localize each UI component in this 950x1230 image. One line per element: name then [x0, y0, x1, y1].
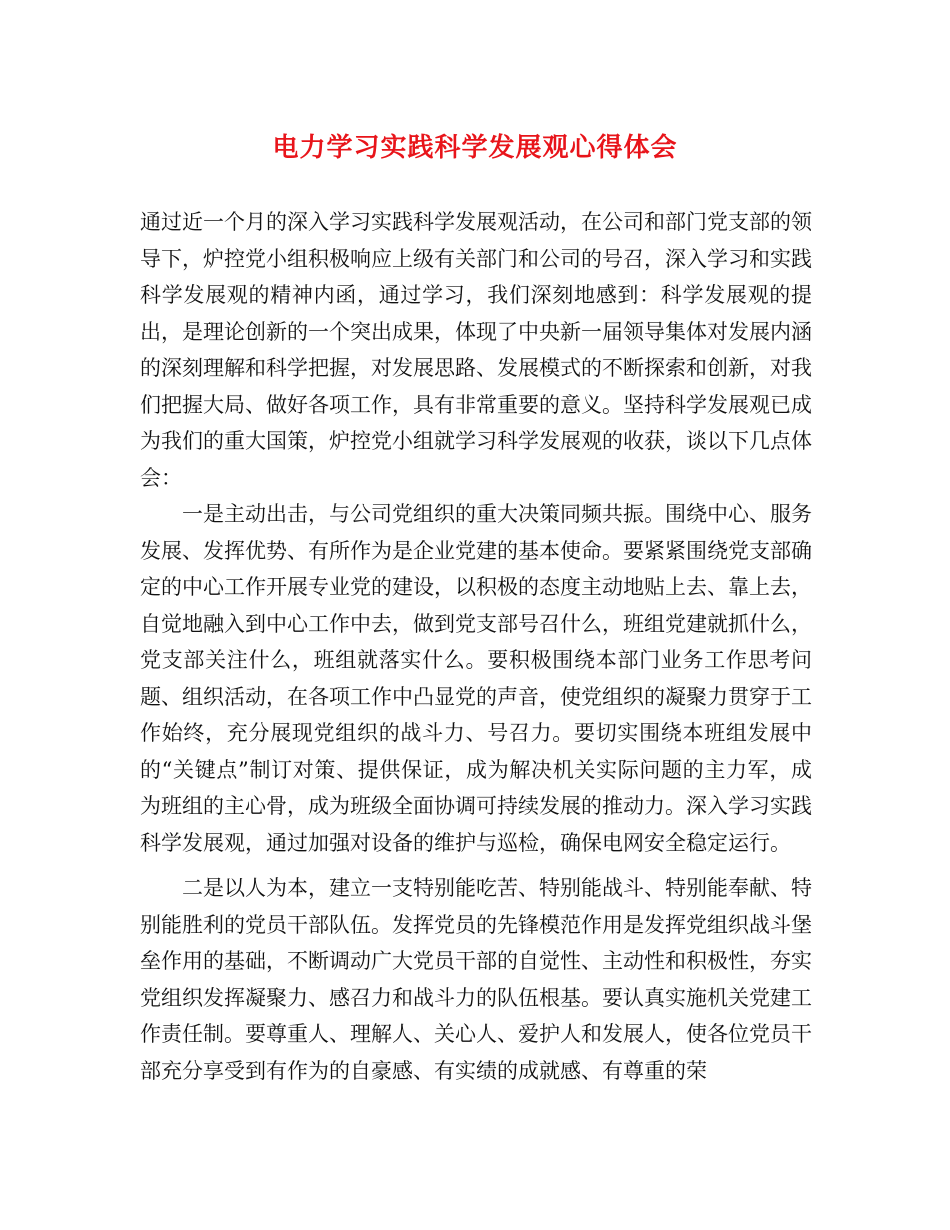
- document-body: [140, 204, 812, 1089]
- paragraph-intro: 通过近一个月的深入学习实践科学发展观活动，在公司和部门党支部的领导下，炉控党小组积极响应上级有关部门和公司的号召，深入学习和实践科学发展观的精神内函，通过学习，我们深刻地感到：科学发展观的提出，是理论创新的一个突出成果，体现了中央新一届领导集体对发展内涵的深刻理解和科学把握，对发展思路、发展模式的不断探索和创新，对我们把握大局、做好各项工作，具有非常重要的意义。坚持科学发展观已成为我们的重大国策，炉控党小组就学习科学发展观的收获，谈以下几点体会：: [140, 210, 812, 490]
- document-title: 电力学习实践科学发展观心得体会: [272, 133, 678, 163]
- paragraph-point-two: 二是以人为本，建立一支特别能吃苦、特别能战斗、特别能奉献、特别能胜利的党员干部队伍。发挥党员的先锋模范作用是发挥党组织战斗堡垒作用的基础，不断调动广大党员干部的自觉性、主动性和积极性，夯实党组织发挥凝聚力、感召力和战斗力的队伍根基。要认真实施机关党建工作责任制。要尊重人、理解人、关心人、爱护人和发展人，使各位党员干部充分享受到有作为的自豪感、有实绩的成就感、有尊重的荣: [140, 876, 812, 1083]
- paragraph-point-one: 一是主动出击，与公司党组织的重大决策同频共振。围绕中心、服务发展、发挥优势、有所作为是企业党建的基本使命。要紧紧围绕党支部确定的中心工作开展专业党的建设，以积极的态度主动地贴上去、靠上去，自觉地融入到中心工作中去，做到党支部号召什么，班组党建就抓什么，党支部关注什么，班组就落实什么。要积极围绕本部门业务工作思考问题、组织活动，在各项工作中凸显党的声音，使党组织的凝聚力贯穿于工作始终，充分展现党组织的战斗力、号召力。要切实围绕本班组发展中的“关键点”制订对策、提供保证，成为解决机关实际问题的主力军，成为班组的主心骨，成为班级全面协调可持续发展的推动力。深入学习实践科学发展观，通过加强对设备的维护与巡检，确保电网安全稳定运行。: [140, 502, 812, 855]
